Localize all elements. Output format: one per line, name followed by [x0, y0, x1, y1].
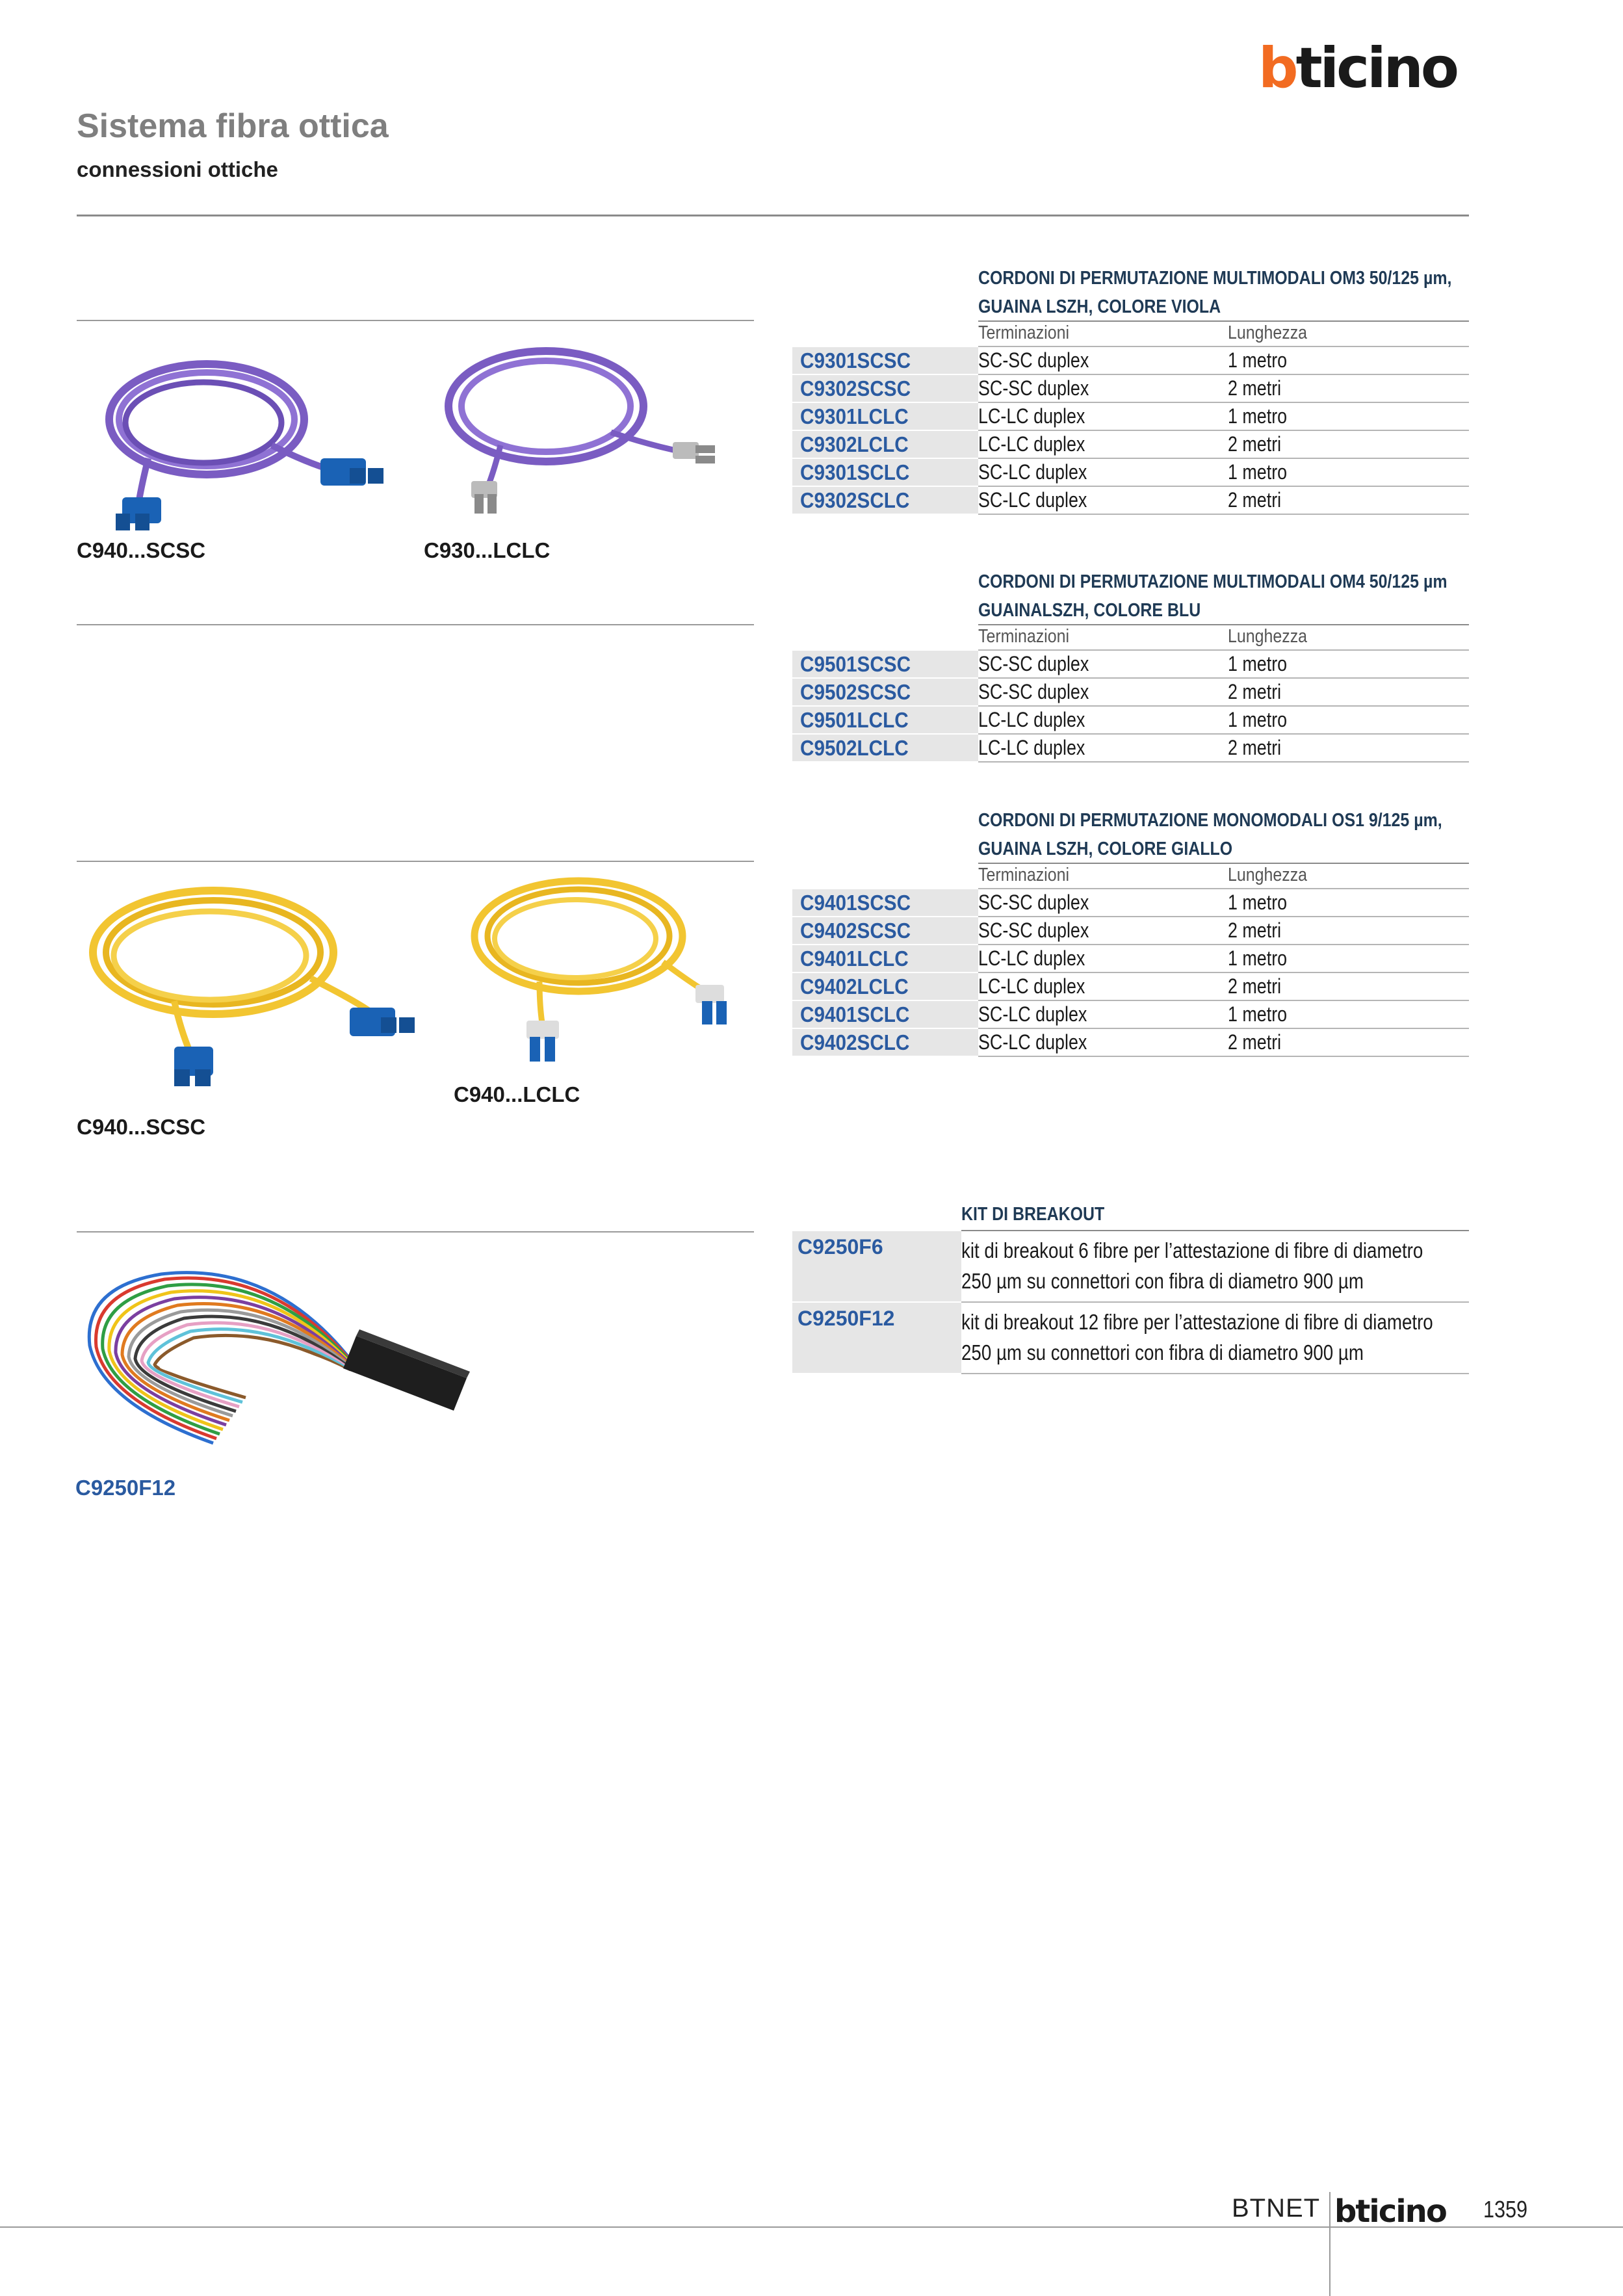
image-caption: C9250F12 [75, 1476, 176, 1500]
purple-fiber-cable-lc-connector-icon [422, 335, 734, 530]
termination: SC-SC duplex [978, 348, 1089, 372]
product-code: C9502LCLC [800, 736, 909, 760]
termination: LC-LC duplex [978, 946, 1085, 970]
product-code: C9301SCLC [800, 460, 910, 484]
table-os1 [792, 807, 1469, 1061]
product-code: C9401SCSC [800, 891, 911, 915]
table-row [792, 347, 1469, 375]
table-title: GUAINALSZH, COLORE BLU [978, 600, 1201, 621]
product-code: C9402LCLC [800, 974, 909, 998]
image-caption: C940...SCSC [77, 538, 206, 562]
table-row [792, 1303, 1469, 1374]
termination: LC-LC duplex [978, 736, 1085, 759]
product-code: C9250F6 [798, 1235, 883, 1259]
termination: LC-LC duplex [978, 974, 1085, 998]
table-row [792, 679, 1469, 707]
table-title: CORDONI DI PERMUTAZIONE MULTIMODALI OM3 50/125 µm, [978, 268, 1452, 289]
termination: SC-SC duplex [978, 919, 1089, 942]
column-header-terminazioni: Terminazioni [978, 865, 1070, 885]
section-divider [77, 320, 754, 321]
table-row [792, 735, 1469, 763]
breakout-kit-colored-fibers-icon [77, 1248, 499, 1469]
table-row [792, 431, 1469, 459]
table-title: GUAINA LSZH, COLORE GIALLO [978, 839, 1233, 859]
product-code: C9302SCLC [800, 488, 910, 512]
table-row [792, 1231, 1469, 1303]
termination: SC-LC duplex [978, 1002, 1087, 1026]
bticino-footer-logo: bticino [1334, 2193, 1446, 2230]
footer-label: BTNET [1232, 2194, 1321, 2223]
termination: SC-SC duplex [978, 376, 1089, 400]
table-row [792, 1029, 1469, 1057]
table-title: GUAINA LSZH, COLORE VIOLA [978, 296, 1221, 317]
length: 1 metro [1228, 652, 1288, 675]
length: 2 metri [1228, 680, 1282, 703]
product-code: C9501SCSC [800, 652, 911, 676]
length: 2 metri [1228, 432, 1282, 456]
product-code: C9302LCLC [800, 432, 909, 456]
table-om3 [792, 265, 1469, 519]
column-header-lunghezza: Lunghezza [1228, 865, 1308, 885]
purple-fiber-cable-sc-connector-icon [77, 341, 389, 536]
termination: LC-LC duplex [978, 708, 1085, 731]
image-caption: C930...LCLC [424, 538, 551, 562]
product-code: C9402SCLC [800, 1030, 910, 1054]
table-title: CORDONI DI PERMUTAZIONE MULTIMODALI OM4 50/125 µm [978, 571, 1448, 592]
termination: LC-LC duplex [978, 404, 1085, 428]
bticino-logo: bticino [1258, 36, 1457, 101]
product-code: C9301SCSC [800, 348, 911, 372]
table-row [792, 973, 1469, 1001]
product-code: C9401LCLC [800, 946, 909, 971]
length: 1 metro [1228, 946, 1288, 970]
product-code: C9401SCLC [800, 1002, 910, 1026]
section-divider [77, 624, 754, 625]
table-title-rule [978, 320, 1469, 322]
page-title: Sistema fibra ottica [77, 107, 389, 145]
table-breakout [792, 1201, 1469, 1377]
length: 1 metro [1228, 708, 1288, 731]
termination: SC-LC duplex [978, 1030, 1087, 1054]
length: 2 metri [1228, 736, 1282, 759]
table-row [792, 459, 1469, 487]
table-row [792, 707, 1469, 735]
product-code: C9402SCSC [800, 919, 911, 943]
table-row [792, 487, 1469, 515]
table-title-rule [978, 624, 1469, 625]
length: 2 metri [1228, 919, 1282, 942]
termination: SC-SC duplex [978, 891, 1089, 914]
product-description: kit di breakout 12 fibre per l’attestazione di fibre di diametro 250 µm su connettori con fibra di diametro 900 µm [961, 1310, 1433, 1364]
length: 2 metri [1228, 376, 1282, 400]
header-divider [77, 215, 1469, 216]
table-row [792, 889, 1469, 917]
table-row [792, 651, 1469, 679]
table-title-rule [978, 863, 1469, 864]
product-code: C9502SCSC [800, 680, 911, 704]
column-header-lunghezza: Lunghezza [1228, 626, 1308, 647]
column-header-lunghezza: Lunghezza [1228, 322, 1308, 343]
termination: SC-LC duplex [978, 460, 1087, 484]
yellow-fiber-cable-lc-connector-icon [448, 871, 760, 1079]
product-code: C9250F12 [798, 1307, 895, 1330]
product-code: C9501LCLC [800, 708, 909, 732]
table-row [792, 1001, 1469, 1029]
section-divider [77, 1231, 754, 1233]
length: 2 metri [1228, 974, 1282, 998]
product-code: C9302SCSC [800, 376, 911, 400]
yellow-fiber-cable-sc-connector-icon [77, 881, 441, 1102]
length: 2 metri [1228, 1030, 1282, 1054]
column-header-terminazioni: Terminazioni [978, 322, 1070, 343]
image-caption: C940...LCLC [454, 1082, 580, 1106]
column-header-terminazioni: Terminazioni [978, 626, 1070, 647]
table-row [792, 917, 1469, 945]
termination: LC-LC duplex [978, 432, 1085, 456]
product-description: kit di breakout 6 fibre per l’attestazione di fibre di diametro 250 µm su connettori con fibra di diametro 900 µm [961, 1238, 1423, 1293]
section-divider [77, 861, 754, 862]
length: 1 metro [1228, 404, 1288, 428]
table-row [792, 945, 1469, 973]
table-row [792, 403, 1469, 431]
table-om4 [792, 569, 1469, 764]
product-code: C9301LCLC [800, 404, 909, 428]
table-title: KIT DI BREAKOUT [961, 1204, 1105, 1225]
termination: SC-LC duplex [978, 488, 1087, 512]
termination: SC-SC duplex [978, 652, 1089, 675]
length: 1 metro [1228, 1002, 1288, 1026]
table-title: CORDONI DI PERMUTAZIONE MONOMODALI OS1 9/125 µm, [978, 810, 1442, 831]
table-row [792, 375, 1469, 403]
termination: SC-SC duplex [978, 680, 1089, 703]
length: 1 metro [1228, 460, 1288, 484]
length: 1 metro [1228, 348, 1288, 372]
page-subtitle: connessioni ottiche [77, 157, 278, 181]
length: 1 metro [1228, 891, 1288, 914]
page-number: 1359 [1483, 2196, 1528, 2223]
footer-vertical-divider [1329, 2192, 1331, 2296]
image-caption: C940...SCSC [77, 1115, 206, 1139]
length: 2 metri [1228, 488, 1282, 512]
